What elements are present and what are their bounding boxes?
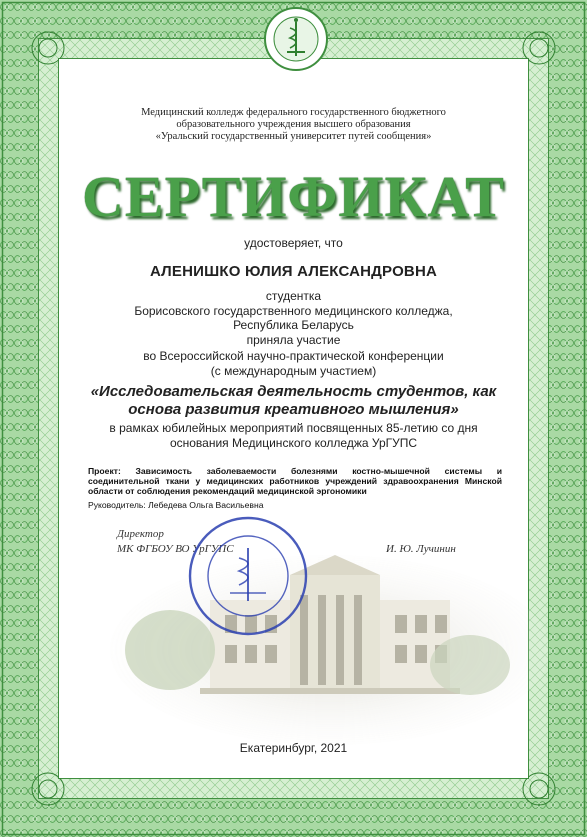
- certificate-title: СЕРТИФИКАТ: [82, 164, 505, 229]
- college-line-2: Республика Беларусь: [233, 318, 354, 332]
- institution-line-3: «Уральский государственный университет путей сообщения»: [155, 131, 432, 142]
- signature-position-line-1: Директор: [117, 528, 164, 540]
- recipient-name: АЛЕНИШКО ЮЛИЯ АЛЕКСАНДРОВНА: [149, 263, 438, 280]
- signature-position-line-2: МК ФГБОУ ВО УрГУПС: [117, 543, 234, 555]
- project-label: Проект:: [88, 466, 121, 476]
- supervisor-text: Руководитель: Лебедева Ольга Васильевна: [88, 500, 264, 510]
- institution-line-2: образовательного учреждения высшего образования: [176, 119, 411, 130]
- recipient-role: студентка: [265, 289, 322, 303]
- event-line-2: основания Медицинского колледжа УрГУПС: [169, 436, 418, 450]
- official-stamp: [185, 513, 311, 639]
- university-emblem: [263, 6, 329, 72]
- project-block: [88, 466, 502, 496]
- building-illustration: [110, 555, 550, 745]
- participation-text: приняла участие: [246, 333, 341, 347]
- certifies-text: удостоверяет, что: [244, 236, 343, 250]
- project-text: Зависимость заболеваемости болезнями костно-мышечной системы и соединительной ткани у медицинских работников учреждений здравоохранения Минской области от соблюдения рекомендаций медицинской эргономики: [88, 466, 502, 496]
- conference-title-line-2: основа развития креативного мышления»: [128, 401, 459, 418]
- conference-line-1: во Всероссийской научно-практической конференции: [143, 349, 444, 363]
- signature-name: И. Ю. Лучинин: [386, 543, 456, 555]
- institution-line-1: Медицинский колледж федерального государственного бюджетного: [141, 107, 446, 118]
- college-line-1: Борисовского государственного медицинского колледжа,: [134, 304, 453, 318]
- city-year: Екатеринбург, 2021: [239, 741, 348, 755]
- conference-line-2: (с международным участием): [210, 364, 377, 378]
- event-line-1: в рамках юбилейных мероприятий посвященных 85-летию со дня: [109, 421, 478, 435]
- conference-title-line-1: «Исследовательская деятельность студентов, как: [90, 383, 497, 400]
